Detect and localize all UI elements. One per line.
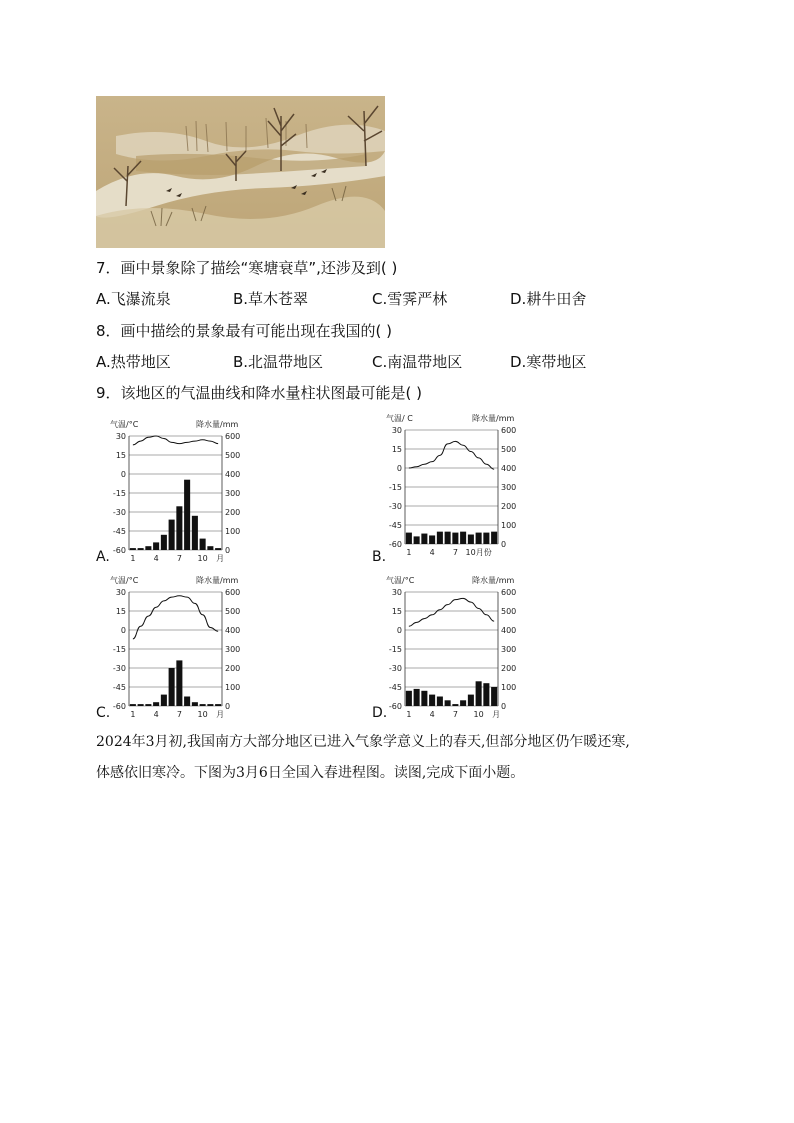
precip-bar [483,533,489,544]
temp-axis-title: 气温/°C [110,420,139,429]
precip-bar [445,532,451,544]
q8-option-d[interactable]: D.寒带地区 [510,353,587,371]
precip-bar [468,535,474,545]
temp-tick-label: -45 [112,683,126,692]
month-tick-label: 1 [406,710,412,719]
passage-line-2: 体感依旧寒冷。下图为3月6日全国入春进程图。读图,完成下面小题。 [96,765,525,781]
month-tick-label: 10月份 [465,548,492,557]
precip-axis-title: 降水量/mm [196,420,239,429]
precip-bar [414,536,420,544]
month-tick-label: 1 [406,548,412,557]
precip-bar [452,533,458,544]
precip-tick-label: 100 [501,683,517,692]
precip-tick-label: 600 [501,426,517,435]
temp-tick-label: 30 [115,588,126,597]
chart-b-label[interactable]: B. [372,549,387,565]
q8-option-b[interactable]: B.北温带地区 [233,353,324,371]
precip-bar [207,704,213,706]
temp-tick-label: -30 [388,664,402,673]
precip-tick-label: 500 [501,445,517,454]
precip-tick-label: 0 [225,702,231,711]
precip-tick-label: 600 [501,588,517,597]
precip-bar [452,704,458,706]
precip-bar [460,532,466,544]
temp-tick-label: 30 [391,426,402,435]
precip-bar [200,539,206,550]
temp-tick-label: -30 [112,508,126,517]
precip-tick-label: 400 [225,470,241,479]
precip-axis-title: 降水量/mm [472,414,515,423]
temp-tick-label: 0 [120,470,126,479]
temp-tick-label: 0 [120,626,126,635]
month-unit-label: 月 [216,710,225,719]
precip-bar [215,548,221,550]
temp-tick-label: -60 [388,540,402,549]
temp-tick-label: 15 [391,445,402,454]
temp-tick-label: -45 [112,527,126,536]
precip-bar [215,704,221,706]
temp-tick-label: 15 [115,607,126,616]
precip-bar [414,689,420,706]
temp-tick-label: -15 [112,645,126,654]
question-9: 9．该地区的气温曲线和降水量柱状图最可能是( ) [96,384,423,402]
precip-tick-label: 200 [225,664,241,673]
precip-bar [138,704,144,706]
precip-bar [200,704,206,706]
month-tick-label: 10 [473,710,484,719]
precip-bar [184,697,190,707]
temperature-curve [133,436,218,445]
precip-bar [169,668,175,706]
precip-bar [153,542,159,550]
chart-d-label[interactable]: D. [372,705,388,721]
temp-tick-label: 15 [115,451,126,460]
precip-bar [207,546,213,550]
precip-tick-label: 400 [501,464,517,473]
q8-option-a[interactable]: A.热带地区 [96,353,171,371]
precip-bar [153,702,159,706]
q7-option-b[interactable]: B.草木苍翠 [233,290,309,308]
precip-tick-label: 200 [501,502,517,511]
precip-bar [429,535,435,544]
precip-bar [161,535,167,550]
temp-tick-label: -60 [112,702,126,711]
precip-tick-label: 400 [225,626,241,635]
month-tick-label: 4 [429,710,435,719]
temp-axis-title: 气温/°C [110,576,139,585]
precip-tick-label: 500 [225,451,241,460]
month-tick-label: 4 [153,710,159,719]
question-7: 7．画中景象除了描绘“寒塘衰草”,还涉及到( ) [96,259,398,277]
precip-bar [184,480,190,550]
precip-bar [192,702,198,706]
precip-bar [421,691,427,706]
precip-bar [437,697,443,707]
month-unit-label: 月 [492,710,501,719]
precip-bar [130,704,136,706]
precip-tick-label: 300 [501,645,517,654]
chart-a-label[interactable]: A. [96,549,110,565]
temp-tick-label: -15 [388,645,402,654]
temp-tick-label: -45 [388,683,402,692]
temp-tick-label: -30 [388,502,402,511]
q7-option-c[interactable]: C.雪霁严林 [372,290,448,308]
temp-tick-label: 0 [396,464,402,473]
precip-bar [468,695,474,706]
precip-tick-label: 100 [501,521,517,530]
precip-bar [491,687,497,706]
q8-option-c[interactable]: C.南温带地区 [372,353,463,371]
temp-tick-label: -60 [112,546,126,555]
temp-tick-label: -15 [388,483,402,492]
temp-axis-title: 气温/ C [386,414,413,423]
temperature-curve [409,441,494,469]
precip-bar [161,695,167,706]
landscape-painting [96,96,385,248]
precip-bar [176,660,182,706]
month-tick-label: 7 [176,710,182,719]
month-tick-label: 1 [130,710,136,719]
month-tick-label: 7 [452,710,458,719]
precip-tick-label: 300 [501,483,517,492]
temp-tick-label: 15 [391,607,402,616]
temperature-curve [409,598,494,626]
climate-chart-c [96,572,256,722]
month-tick-label: 4 [153,554,159,563]
temp-tick-label: -60 [388,702,402,711]
month-tick-label: 4 [429,548,435,557]
chart-c-label[interactable]: C. [96,705,111,721]
temp-tick-label: -45 [388,521,402,530]
precip-bar [483,683,489,706]
month-tick-label: 10 [197,710,208,719]
temp-tick-label: 0 [396,626,402,635]
climate-chart-d [372,572,532,722]
month-tick-label: 1 [130,554,136,563]
temp-tick-label: 30 [115,432,126,441]
precip-bar [169,520,175,550]
temp-axis-title: 气温/°C [386,576,415,585]
temperature-curve [133,596,218,639]
precip-bar [138,548,144,550]
precip-bar [145,704,151,706]
precip-tick-label: 600 [225,588,241,597]
precip-tick-label: 200 [501,664,517,673]
precip-tick-label: 500 [501,607,517,616]
precip-bar [176,506,182,550]
climate-chart-a [96,416,256,566]
precip-tick-label: 500 [225,607,241,616]
precip-axis-title: 降水量/mm [196,576,239,585]
precip-bar [406,533,412,544]
precip-bar [429,695,435,706]
climate-chart-b [372,410,532,560]
precip-tick-label: 300 [225,489,241,498]
question-8: 8．画中描绘的景象最有可能出现在我国的( ) [96,322,393,340]
precip-bar [406,691,412,706]
precip-tick-label: 100 [225,683,241,692]
month-tick-label: 7 [452,548,458,557]
precip-tick-label: 300 [225,645,241,654]
precip-bar [421,534,427,544]
precip-tick-label: 0 [501,540,507,549]
precip-bar [476,681,482,706]
precip-bar [145,546,151,550]
precip-tick-label: 100 [225,527,241,536]
temp-tick-label: 30 [391,588,402,597]
precip-bar [476,533,482,544]
precip-axis-title: 降水量/mm [472,576,515,585]
q7-option-a[interactable]: A.飞瀑流泉 [96,290,171,308]
passage-line-1: 2024年3月初,我国南方大部分地区已进入气象学意义上的春天,但部分地区仍乍暖还寒, [96,734,630,750]
precip-bar [445,700,451,706]
precip-bar [437,532,443,544]
month-tick-label: 7 [176,554,182,563]
q7-option-d[interactable]: D.耕牛田舍 [510,290,587,308]
precip-tick-label: 0 [225,546,231,555]
precip-tick-label: 0 [501,702,507,711]
precip-bar [491,532,497,544]
precip-tick-label: 200 [225,508,241,517]
precip-tick-label: 400 [501,626,517,635]
precip-bar [460,700,466,706]
precip-tick-label: 600 [225,432,241,441]
month-tick-label: 10 [197,554,208,563]
temp-tick-label: -30 [112,664,126,673]
precip-bar [192,516,198,550]
precip-bar [130,548,136,550]
temp-tick-label: -15 [112,489,126,498]
month-unit-label: 月 [216,554,225,563]
